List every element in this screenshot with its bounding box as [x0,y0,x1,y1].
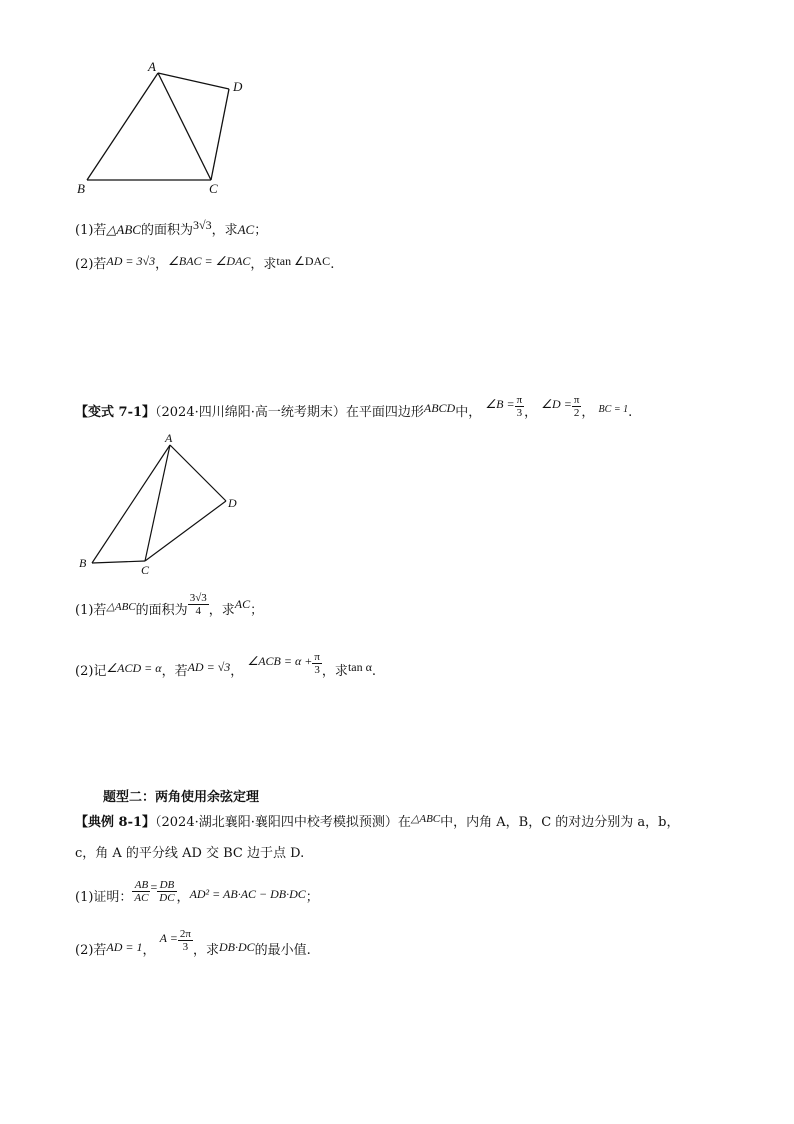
example-part2-cond2-lhs: A = [159,931,178,945]
example-part1-frac2 [157,879,176,904]
example-part1 [75,873,319,922]
variant-part2-cond2-frac [312,651,322,676]
q1-part1-mid: 的面积为 [140,223,193,238]
example-part2-cond1: AD = 1 [106,940,143,954]
variant-part1-area-num: 3√3 [189,592,207,604]
example-part2-cond2-frac [178,928,193,953]
variant-period: . [628,405,633,420]
q1-part1-end: ； [254,223,268,238]
segment-ac [158,73,211,180]
segment-ab [87,73,158,180]
variant-tag: 【变式 7-1】 [75,405,156,420]
q1-part2-prefix: (2)若 [75,257,107,272]
example-part2 [75,926,311,975]
example-line2: c，角 A 的平分线 AD 交 BC 边于点 D. [75,846,305,861]
section2-title: 题型二：两角使用余弦定理 [103,790,260,805]
variant-angle-b-lhs: ∠B = [485,397,515,411]
q1-part2-cond2: ∠BAC = ∠DAC [168,254,251,268]
example-triangle: △ABC [410,813,441,825]
variant-part1-area-den: 4 [195,605,201,617]
label-b: B [77,181,85,196]
variant-comma-1: ， [524,405,538,420]
variant-angle-d-lhs: ∠D = [541,397,572,411]
label-d: D [233,79,243,94]
variant-angle-d-frac [572,394,582,419]
variant-part2-ask: ，求 [321,664,348,679]
variant-part2-target: tan α [347,660,372,674]
variant-part2-cond2-den: 3 [314,664,320,676]
variant-part1-target: AC [234,597,251,611]
variant-intro: 在平面四边形 [345,405,424,420]
q1-part1-area: 3√3 [193,218,212,232]
variant-part2-cond2-lhs: ∠ACB = α + [247,654,313,668]
figure-quadrilateral-2 [75,428,245,578]
q1-part1-prefix: (1)若 [75,223,107,238]
segment-dc [145,501,226,561]
q1-part2-cond1: AD = 3√3 [106,254,156,268]
variant-part2 [75,651,376,692]
example-part2-end: 的最小值. [254,943,311,958]
label-c: C [141,563,150,577]
example-part2-cond2-den: 3 [182,941,189,953]
variant-quad: ABCD [423,401,456,415]
example-part1-frac1 [132,879,150,904]
example-part1-formula: AD² = AB·AC − DB·DC [189,887,306,901]
example-part1-end: ； [305,890,319,905]
q1-part2-target: tan ∠DAC [276,254,331,268]
variant-part2-sep: ， [230,664,244,679]
example-part1-f1-num: AB [132,879,150,892]
example-part2-prefix: (2)若 [75,943,107,958]
example-source: （2024·湖北襄阳·襄阳四中校考模拟预测） [155,815,398,830]
segment-ad [170,445,226,501]
q1-part1-ask: ，求 [211,223,238,238]
variant-part1-area-frac [188,592,209,617]
example-part1-f2-num: DB [157,879,176,892]
q1-part1-triangle: △ABC [106,222,141,237]
variant-bc: BC = 1 [598,404,629,415]
segment-bc [92,561,145,563]
variant-part1-ask: ，求 [208,603,235,618]
variant-part2-cond1: AD = √3 [187,660,231,674]
q1-part2-end: . [330,257,335,272]
example-part1-f2-den: DC [159,892,175,904]
example-part1-sep: ， [176,890,190,905]
variant-part1-prefix: (1)若 [75,603,107,618]
example-part1-f1-den: AC [134,892,149,904]
example-line1 [75,811,680,835]
segment-ad [158,73,229,89]
example-part2-sep: ， [142,943,156,958]
variant-part2-ruo: ，若 [161,664,188,679]
variant-source: （2024·四川绵阳·高一统考期末） [155,405,346,420]
variant-angle-b-frac [515,394,525,419]
label-c: C [209,181,218,196]
variant-part1-end: ； [250,603,264,618]
example-part2-ask: ，求 [192,943,219,958]
variant-comma-2: ， [581,405,595,420]
example-part1-prefix: (1)证明： [75,890,133,905]
example-part2-target: DB·DC [218,940,255,954]
segment-ac [145,445,170,561]
variant-part2-def: ∠ACD = α [106,661,162,675]
q1-part1-target: AC [237,222,255,237]
label-b: B [79,556,87,570]
variant-angle-d-num: π [573,394,580,406]
variant-part2-cond2-num: π [314,651,320,663]
variant-zhong: 中， [455,405,482,420]
variant-angle-b-den: 3 [516,407,523,419]
q1-part2 [75,255,334,274]
variant-part2-end: . [371,664,377,679]
variant-heading [75,394,633,429]
example-text1: 中，内角 A，B，C 的对边分别为 a，b， [440,815,680,830]
q1-part2-ask: ，求 [250,257,277,272]
variant-angle-b-num: π [516,394,523,406]
example-part1-eq: = [150,880,158,894]
example-tag: 【典例 8-1】 [75,815,156,830]
segment-ab [92,445,170,563]
segment-dc [211,89,229,180]
variant-angle-d-den: 2 [573,407,580,419]
label-a: A [148,59,156,74]
variant-part1-mid: 的面积为 [135,603,188,618]
example-intro: 在 [397,815,411,830]
q1-part1 [75,218,268,240]
example-part2-cond2-num: 2π [179,928,191,940]
q1-part2-sep: ， [155,257,169,272]
figure-quadrilateral-1 [70,55,260,200]
variant-part2-prefix: (2)记 [75,664,107,679]
label-d: D [228,496,237,510]
variant-part1-triangle: △ABC [106,601,136,613]
variant-part1 [75,590,263,631]
label-a: A [165,431,173,445]
